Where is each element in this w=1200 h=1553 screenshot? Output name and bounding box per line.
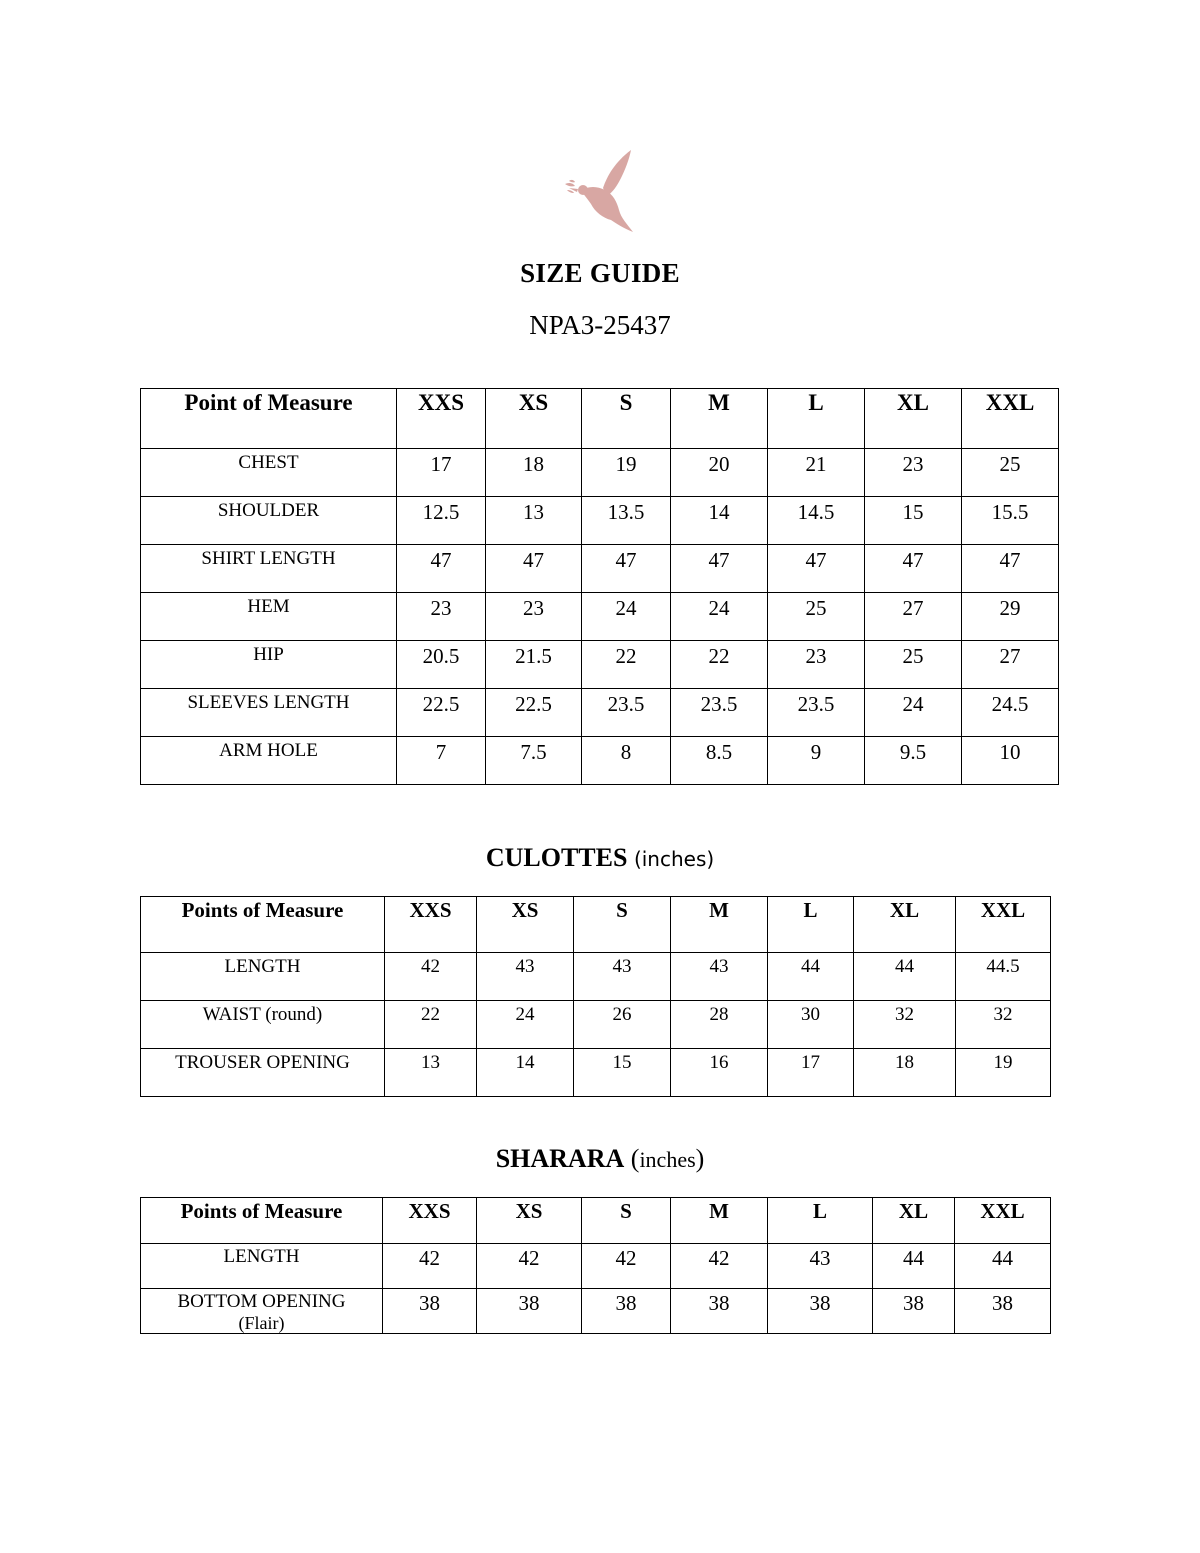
table-cell: 42 (383, 1244, 477, 1289)
table-cell: 17 (397, 449, 486, 497)
table-cell: 19 (956, 1049, 1051, 1097)
table-cell: 23.5 (671, 689, 768, 737)
table-cell: 8 (582, 737, 671, 785)
table-cell: 43 (574, 953, 671, 1001)
table-cell: 9 (768, 737, 865, 785)
sharara-paren-close: ) (695, 1144, 705, 1173)
table-cell: 10 (962, 737, 1059, 785)
table-row (141, 545, 1059, 593)
table-row (141, 1289, 1051, 1334)
table-cell: 22.5 (397, 689, 486, 737)
column-header: XS (477, 1198, 582, 1244)
table-cell: 15 (865, 497, 962, 545)
table-cell: 8.5 (671, 737, 768, 785)
table-cell: 25 (865, 641, 962, 689)
table-cell: 23 (768, 641, 865, 689)
column-header: L (768, 1198, 873, 1244)
column-header: XXL (955, 1198, 1051, 1244)
table-cell: 43 (671, 953, 768, 1001)
table-cell: 14.5 (768, 497, 865, 545)
table-cell: 44.5 (956, 953, 1051, 1001)
table-cell: 24 (865, 689, 962, 737)
table-header-row (141, 897, 1051, 953)
table-cell: 27 (962, 641, 1059, 689)
table-cell: 44 (854, 953, 956, 1001)
column-header: XXS (397, 389, 486, 449)
table-row (141, 593, 1059, 641)
table-cell: 25 (768, 593, 865, 641)
table-cell: 47 (582, 545, 671, 593)
table-cell: 47 (671, 545, 768, 593)
column-header: L (768, 389, 865, 449)
row-label: LENGTH (141, 953, 385, 1001)
table-row (141, 953, 1051, 1001)
row-label: HIP (141, 641, 397, 689)
table-cell: 24 (582, 593, 671, 641)
table-cell: 38 (383, 1289, 477, 1334)
table-cell: 38 (768, 1289, 873, 1334)
table-cell: 23 (865, 449, 962, 497)
column-header: M (671, 389, 768, 449)
table-cell: 47 (768, 545, 865, 593)
sharara-title: SHARARA (495, 1144, 625, 1173)
table-cell: 47 (865, 545, 962, 593)
row-label: WAIST (round) (141, 1001, 385, 1049)
table-cell: 13.5 (582, 497, 671, 545)
sharara-size-table (140, 1197, 1051, 1334)
table-cell: 38 (582, 1289, 671, 1334)
row-label: HEM (141, 593, 397, 641)
sharara-section-title (0, 1144, 1200, 1174)
row-label (141, 1289, 383, 1334)
page-title: SIZE GUIDE (520, 258, 680, 288)
table-cell: 32 (956, 1001, 1051, 1049)
row-label: SHOULDER (141, 497, 397, 545)
product-code: NPA3-25437 (529, 310, 671, 340)
column-header: XL (865, 389, 962, 449)
culottes-section-title (0, 843, 1200, 873)
table-cell: 17 (768, 1049, 854, 1097)
column-header: Point of Measure (141, 389, 397, 449)
column-header: S (582, 1198, 671, 1244)
culottes-size-table (140, 896, 1051, 1097)
table-header-row (141, 1198, 1051, 1244)
table-cell: 42 (582, 1244, 671, 1289)
column-header: S (582, 389, 671, 449)
table-cell: 42 (477, 1244, 582, 1289)
table-cell: 38 (873, 1289, 955, 1334)
table-cell: 47 (962, 545, 1059, 593)
table-cell: 38 (955, 1289, 1051, 1334)
table-cell: 23 (397, 593, 486, 641)
column-header: XXL (956, 897, 1051, 953)
row-label: TROUSER OPENING (141, 1049, 385, 1097)
table-cell: 30 (768, 1001, 854, 1049)
table-cell: 22 (671, 641, 768, 689)
table-cell: 22 (582, 641, 671, 689)
table-cell: 14 (671, 497, 768, 545)
table-cell: 13 (385, 1049, 477, 1097)
table-cell: 15 (574, 1049, 671, 1097)
column-header: M (671, 1198, 768, 1244)
table-cell: 21.5 (486, 641, 582, 689)
sharara-unit: inches (639, 1147, 696, 1172)
table-cell: 42 (671, 1244, 768, 1289)
culottes-title: CULOTTES (485, 843, 628, 872)
table-row (141, 689, 1059, 737)
sharara-paren-open: ( (630, 1144, 640, 1173)
table-row (141, 449, 1059, 497)
shirt-size-table (140, 388, 1059, 785)
table-cell: 24 (671, 593, 768, 641)
table-row (141, 641, 1059, 689)
table-cell: 44 (955, 1244, 1051, 1289)
table-cell: 18 (486, 449, 582, 497)
table-row (141, 1001, 1051, 1049)
table-cell: 25 (962, 449, 1059, 497)
table-cell: 24.5 (962, 689, 1059, 737)
row-label-sub: (Flair) (238, 1313, 285, 1333)
column-header: Points of Measure (141, 1198, 383, 1244)
table-cell: 38 (477, 1289, 582, 1334)
table-header-row (141, 389, 1059, 449)
table-cell: 43 (768, 1244, 873, 1289)
table-row (141, 1244, 1051, 1289)
table-cell: 15.5 (962, 497, 1059, 545)
column-header: Points of Measure (141, 897, 385, 953)
column-header: XXL (962, 389, 1059, 449)
table-cell: 44 (768, 953, 854, 1001)
table-cell: 9.5 (865, 737, 962, 785)
table-cell: 22.5 (486, 689, 582, 737)
table-cell: 16 (671, 1049, 768, 1097)
row-label: CHEST (141, 449, 397, 497)
table-row (141, 497, 1059, 545)
table-cell: 7.5 (486, 737, 582, 785)
table-cell: 44 (873, 1244, 955, 1289)
culottes-unit: (inches) (633, 847, 715, 871)
table-cell: 13 (486, 497, 582, 545)
column-header: L (768, 897, 854, 953)
row-label-main: BOTTOM OPENING (177, 1291, 346, 1312)
table-cell: 23 (486, 593, 582, 641)
table-cell: 29 (962, 593, 1059, 641)
column-header: M (671, 897, 768, 953)
table-cell: 47 (486, 545, 582, 593)
table-cell: 43 (477, 953, 574, 1001)
table-cell: 20 (671, 449, 768, 497)
table-cell: 20.5 (397, 641, 486, 689)
table-cell: 32 (854, 1001, 956, 1049)
table-cell: 19 (582, 449, 671, 497)
column-header: XS (486, 389, 582, 449)
row-label: SHIRT LENGTH (141, 545, 397, 593)
table-cell: 28 (671, 1001, 768, 1049)
row-label: SLEEVES LENGTH (141, 689, 397, 737)
column-header: S (574, 897, 671, 953)
table-cell: 47 (397, 545, 486, 593)
column-header: XL (873, 1198, 955, 1244)
table-cell: 23.5 (768, 689, 865, 737)
table-cell: 27 (865, 593, 962, 641)
table-cell: 14 (477, 1049, 574, 1097)
column-header: XS (477, 897, 574, 953)
table-row (141, 737, 1059, 785)
table-cell: 7 (397, 737, 486, 785)
table-cell: 12.5 (397, 497, 486, 545)
dove-icon (563, 148, 639, 234)
table-cell: 38 (671, 1289, 768, 1334)
table-cell: 26 (574, 1001, 671, 1049)
table-cell: 23.5 (582, 689, 671, 737)
table-cell: 42 (385, 953, 477, 1001)
table-cell: 18 (854, 1049, 956, 1097)
column-header: XXS (383, 1198, 477, 1244)
table-row (141, 1049, 1051, 1097)
row-label: LENGTH (141, 1244, 383, 1289)
table-cell: 22 (385, 1001, 477, 1049)
column-header: XL (854, 897, 956, 953)
table-cell: 21 (768, 449, 865, 497)
column-header: XXS (385, 897, 477, 953)
row-label: ARM HOLE (141, 737, 397, 785)
table-cell: 24 (477, 1001, 574, 1049)
